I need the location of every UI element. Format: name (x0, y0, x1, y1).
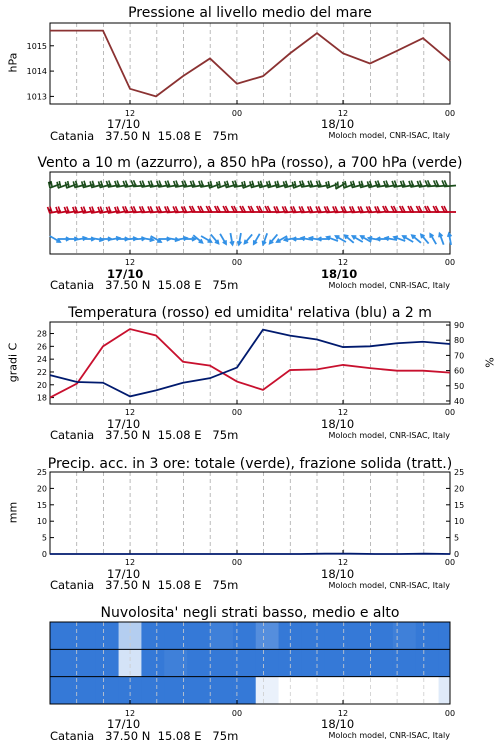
cloud-cell (416, 622, 439, 649)
ytick-label: 1013 (26, 92, 47, 102)
ytick-label-left: 20 (36, 380, 47, 390)
ytick-label: 1015 (26, 41, 47, 51)
cloud-cell (210, 677, 233, 704)
cloud-cell (301, 677, 324, 704)
ytick-label-right: 5 (454, 533, 460, 543)
ytick-label-left: 28 (36, 329, 47, 339)
precip-title: Precip. acc. in 3 ore: totale (verde), frazione solida (tratt.) (47, 456, 453, 472)
cloud-cell (324, 649, 347, 676)
location-label: Catania 37.50 N 15.08 E 75m (50, 129, 239, 143)
ytick-label-left: 20 (36, 484, 47, 494)
cloud-cell (256, 622, 279, 649)
cloud-cell (301, 622, 324, 649)
cloud-cell (210, 649, 233, 676)
xtick: 12 (124, 109, 136, 118)
ytick-label-right: 70 (454, 351, 465, 361)
xtick: 00 (231, 258, 243, 267)
cloud-cell (187, 677, 210, 704)
precip-ylabel: mm (6, 501, 20, 524)
cloud-cell (50, 649, 73, 676)
location-label: Catania 37.50 N 15.08 E 75m (50, 729, 239, 743)
credit-label: Moloch model, CNR-ISAC, Italy (328, 281, 450, 290)
date-label: 17/10 (107, 267, 144, 281)
xtick: 00 (444, 109, 456, 118)
ytick-label-right: 0 (454, 550, 460, 559)
cloud-cell (141, 649, 164, 676)
ytick-label: 1014 (26, 67, 47, 77)
ytick-label-left: 10 (36, 517, 47, 527)
xtick: 00 (444, 558, 456, 567)
cloud-cell (347, 677, 370, 704)
humidity-ylabel: % (483, 357, 497, 368)
cloud-cell (233, 622, 256, 649)
xtick: 12 (124, 408, 136, 417)
ytick-label-right: 80 (454, 336, 465, 346)
ytick-label-left: 5 (41, 533, 47, 543)
cloud-cell (50, 677, 73, 704)
cloud-cell (324, 622, 347, 649)
ytick-label-right: 20 (454, 484, 465, 494)
cloud-title: Nuvolosita' negli strati basso, medio e alto (100, 605, 400, 621)
wind-title: Vento a 10 m (azzurro), a 850 hPa (rosso), a 700 hPa (verde) (37, 155, 463, 171)
ytick-label-right: 15 (454, 500, 465, 510)
xtick: 00 (444, 258, 456, 267)
cloud-cell (141, 622, 164, 649)
date-label: 17/10 (107, 117, 141, 131)
xtick: 12 (337, 109, 349, 118)
date-label: 18/10 (321, 567, 355, 581)
ytick-label-left: 15 (36, 500, 47, 510)
pressure-title: Pressione al livello medio del mare (128, 5, 372, 21)
location-label: Catania 37.50 N 15.08 E 75m (50, 428, 239, 442)
date-label: 18/10 (321, 417, 355, 431)
date-label: 17/10 (107, 717, 141, 731)
cloud-cell (187, 649, 210, 676)
cloud-cell (256, 649, 279, 676)
location-label: Catania 37.50 N 15.08 E 75m (50, 578, 239, 592)
ytick-label-right: 10 (454, 517, 465, 527)
cloud-cell (416, 677, 439, 704)
xtick: 12 (124, 709, 136, 718)
ytick-label-right: 40 (454, 396, 465, 406)
ytick-label-right: 90 (454, 321, 465, 331)
cloud-cell (347, 649, 370, 676)
credit-label: Moloch model, CNR-ISAC, Italy (328, 731, 450, 740)
credit-label: Moloch model, CNR-ISAC, Italy (328, 131, 450, 140)
cloud-cell (393, 649, 416, 676)
credit-label: Moloch model, CNR-ISAC, Italy (328, 431, 450, 440)
cloud-cell (439, 677, 451, 704)
cloud-cell (370, 622, 393, 649)
date-label: 17/10 (107, 417, 141, 431)
ytick-label-right: 25 (454, 468, 465, 477)
cloud-cell (210, 622, 233, 649)
xtick: 00 (231, 109, 243, 118)
cloud-cell (439, 649, 451, 676)
date-label: 17/10 (107, 567, 141, 581)
cloud-cell (324, 677, 347, 704)
xtick: 12 (337, 258, 349, 267)
cloud-cell (96, 622, 119, 649)
credit-label: Moloch model, CNR-ISAC, Italy (328, 581, 450, 590)
cloud-cell (164, 677, 187, 704)
ytick-label-left: 22 (36, 367, 47, 377)
pressure-ylabel: hPa (6, 52, 20, 73)
xtick: 12 (337, 408, 349, 417)
cloud-cell (164, 622, 187, 649)
cloud-cell (96, 677, 119, 704)
cloud-cell (393, 677, 416, 704)
cloud-cell (301, 649, 324, 676)
xtick: 12 (124, 558, 136, 567)
xtick: 00 (231, 408, 243, 417)
ytick-label-right: 60 (454, 366, 465, 376)
ytick-label-left: 26 (36, 342, 47, 352)
xtick: 00 (231, 709, 243, 718)
date-label: 18/10 (321, 717, 355, 731)
xtick: 00 (444, 408, 456, 417)
temperature-ylabel: gradi C (6, 342, 20, 383)
cloud-cell (439, 622, 451, 649)
cloud-cell (256, 677, 279, 704)
cloud-cell (370, 677, 393, 704)
xtick: 12 (337, 558, 349, 567)
xtick: 12 (124, 258, 136, 267)
xtick: 00 (231, 558, 243, 567)
cloud-cell (233, 649, 256, 676)
ytick-label-right: 50 (454, 381, 465, 391)
ytick-label-left: 25 (36, 468, 47, 477)
cloud-cell (187, 622, 210, 649)
xtick: 12 (337, 709, 349, 718)
cloud-cell (347, 622, 370, 649)
ytick-label-left: 0 (41, 550, 47, 559)
location-label: Catania 37.50 N 15.08 E 75m (50, 278, 239, 292)
cloud-cell (416, 649, 439, 676)
xtick: 00 (444, 709, 456, 718)
cloud-cell (96, 649, 119, 676)
date-label: 18/10 (321, 267, 358, 281)
ytick-label-left: 24 (36, 355, 47, 365)
cloud-cell (370, 649, 393, 676)
ytick-label-left: 18 (36, 393, 47, 403)
cloud-cell (164, 649, 187, 676)
date-label: 18/10 (321, 117, 355, 131)
temperature-title: Temperatura (rosso) ed umidita' relativa (blu) a 2 m (68, 305, 432, 321)
cloud-cell (141, 677, 164, 704)
cloud-cell (50, 622, 73, 649)
cloud-cell (393, 622, 416, 649)
cloud-cell (233, 677, 256, 704)
